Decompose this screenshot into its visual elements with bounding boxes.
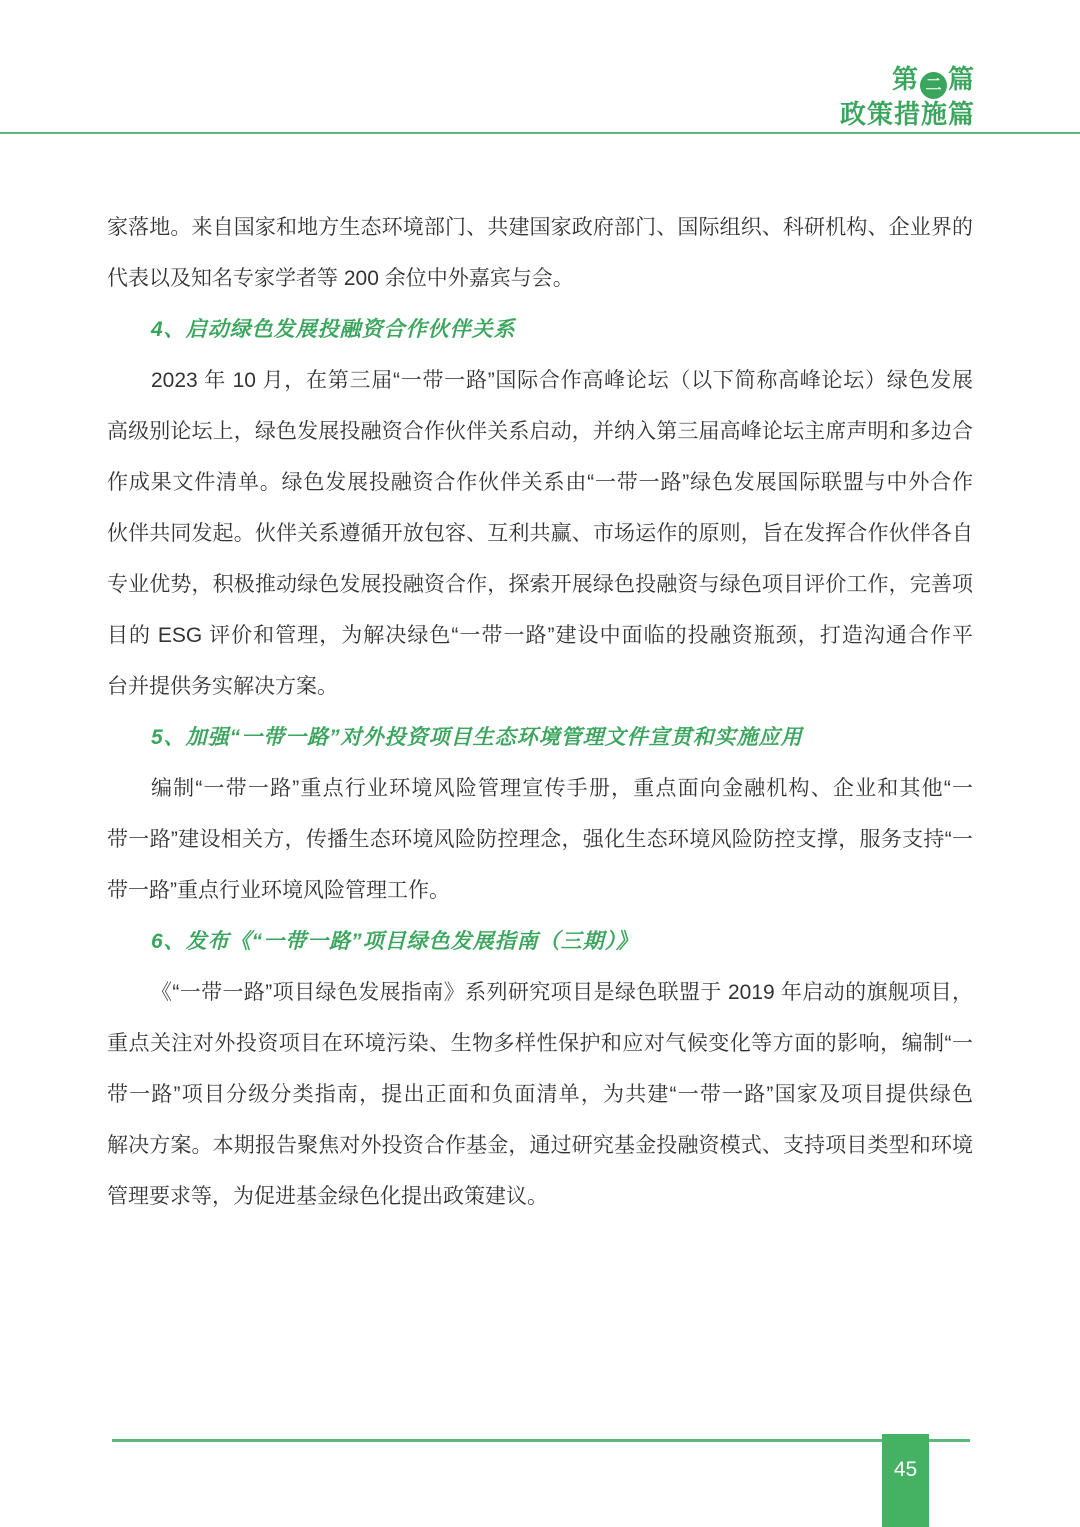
footer-divider: [112, 1439, 970, 1442]
page-number-badge: [882, 1434, 929, 1527]
body-line: 重点关注对外投资项目在环境污染、生物多样性保护和应对气候变化等方面的影响，编制“一: [107, 1032, 973, 1055]
body-line: 目的 ESG 评价和管理，为解决绿色“一带一路”建设中面临的投融资瓶颈，打造沟通合作平: [107, 624, 973, 647]
body-line: 台并提供务实解决方案。: [107, 675, 338, 698]
body-line: 代表以及知名专家学者等 200 余位中外嘉宾与会。: [107, 267, 574, 290]
body-line: 伙伴共同发起。伙伴关系遵循开放包容、互利共赢、市场运作的原则，旨在发挥合作伙伴各自: [107, 522, 973, 545]
page-header: [840, 64, 975, 130]
page-number: 45: [893, 1458, 918, 1481]
chapter-label: [840, 64, 975, 99]
section-title: 政策措施篇: [839, 99, 975, 129]
section-heading: 4、启动绿色发展投融资合作伙伴关系: [151, 318, 516, 341]
body-line: 高级别论坛上，绿色发展投融资合作伙伴关系启动，并纳入第三届高峰论坛主席声明和多边合: [107, 420, 973, 443]
body-line: 解决方案。本期报告聚焦对外投资合作基金，通过研究基金投融资模式、支持项目类型和环境: [107, 1134, 973, 1157]
body-line: 管理要求等，为促进基金绿色化提出政策建议。: [107, 1185, 548, 1208]
chapter-prefix: 第: [891, 64, 919, 94]
section-heading: 5、加强“一带一路”对外投资项目生态环境管理文件宣贯和实施应用: [151, 726, 803, 749]
body-line: 专业优势，积极推动绿色发展投融资合作，探索开展绿色投融资与绿色项目评价工作，完善项: [107, 573, 973, 596]
body-line: 带一路”项目分级分类指南，提出正面和负面清单，为共建“一带一路”国家及项目提供绿色: [107, 1083, 973, 1106]
chapter-suffix: 篇: [947, 64, 975, 94]
body-line: 带一路”重点行业环境风险管理工作。: [107, 879, 450, 902]
header-divider: [0, 132, 1080, 134]
content-area: [107, 202, 973, 1222]
body-line: 作成果文件清单。绿色发展投融资合作伙伴关系由“一带一路”绿色发展国际联盟与中外合作: [107, 471, 973, 494]
section-heading: 6、发布《“一带一路”项目绿色发展指南（三期）》: [151, 930, 639, 953]
body-line: 《“一带一路”项目绿色发展指南》系列研究项目是绿色联盟于 2019 年启动的旗舰项目，: [151, 981, 973, 1004]
body-line: 家落地。来自国家和地方生态环境部门、共建国家政府部门、国际组织、科研机构、企业界的: [107, 216, 973, 239]
body-line: 编制“一带一路”重点行业环境风险管理宣传手册，重点面向金融机构、企业和其他“一: [151, 777, 973, 800]
chapter-number: 二: [925, 77, 942, 94]
body-line: 2023 年 10 月，在第三届“一带一路”国际合作高峰论坛（以下简称高峰论坛）绿色发展: [151, 369, 973, 392]
chapter-number-badge: [920, 72, 947, 99]
body-line: 带一路”建设相关方，传播生态环境风险防控理念，强化生态环境风险防控支撑，服务支持“一: [107, 828, 973, 851]
